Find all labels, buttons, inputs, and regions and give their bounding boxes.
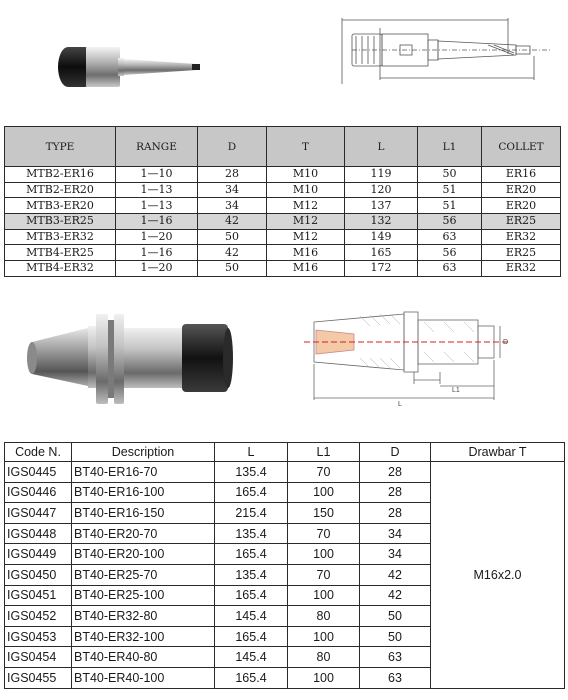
- cell-range: 1—13: [116, 182, 198, 198]
- cell-d: 42: [360, 585, 431, 606]
- cell-description: BT40-ER25-70: [72, 564, 215, 585]
- header-l: L: [215, 443, 288, 462]
- table-header-row: [5, 443, 565, 462]
- cell-l: 120: [345, 182, 418, 198]
- cell-code: IGS0453: [5, 626, 72, 647]
- cell-d: 28: [360, 462, 431, 483]
- cell-description: BT40-ER20-70: [72, 523, 215, 544]
- cell-l1: 100: [288, 482, 360, 503]
- cell-t: M10: [267, 167, 345, 183]
- header-description: Description: [72, 443, 215, 462]
- cell-range: 1—20: [116, 261, 198, 277]
- bt40-chuck-spec-table: [4, 442, 565, 689]
- header-t: T: [267, 127, 345, 167]
- cell-type: MTB3-ER25: [5, 214, 116, 230]
- cell-code: IGS0448: [5, 523, 72, 544]
- cell-d: 28: [360, 503, 431, 524]
- table-row: [5, 261, 561, 277]
- cell-l1: 100: [288, 667, 360, 688]
- dimension-label-l: L: [398, 401, 402, 408]
- header-d: D: [198, 127, 267, 167]
- cell-code: IGS0451: [5, 585, 72, 606]
- cell-d: 42: [360, 564, 431, 585]
- cell-l: 165.4: [215, 667, 288, 688]
- cell-l: 165.4: [215, 626, 288, 647]
- cell-l1: 51: [418, 182, 482, 198]
- cell-l: 119: [345, 167, 418, 183]
- cell-l1: 100: [288, 626, 360, 647]
- cell-l: 165: [345, 245, 418, 261]
- cell-l: 135.4: [215, 564, 288, 585]
- table-row: [5, 245, 561, 261]
- cell-range: 1—16: [116, 214, 198, 230]
- header-drawbar: Drawbar T: [431, 443, 565, 462]
- cell-t: M16: [267, 261, 345, 277]
- cell-l1: 100: [288, 585, 360, 606]
- cell-l1: 70: [288, 564, 360, 585]
- cell-l1: 56: [418, 214, 482, 230]
- header-l1: L1: [288, 443, 360, 462]
- cell-l: 132: [345, 214, 418, 230]
- bt-collet-chuck-photo: [24, 306, 234, 410]
- header-collet: COLLET: [482, 127, 561, 167]
- cell-l: 137: [345, 198, 418, 214]
- cell-range: 1—13: [116, 198, 198, 214]
- cell-l1: 80: [288, 606, 360, 627]
- cell-l: 145.4: [215, 606, 288, 627]
- cell-l: 165.4: [215, 544, 288, 565]
- cell-description: BT40-ER25-100: [72, 585, 215, 606]
- cell-type: MTB3-ER32: [5, 229, 116, 245]
- cell-d: 42: [198, 214, 267, 230]
- cell-collet: ER32: [482, 229, 561, 245]
- cell-description: BT40-ER16-150: [72, 503, 215, 524]
- cell-d: 63: [360, 647, 431, 668]
- cell-d: 50: [360, 626, 431, 647]
- cell-d: 50: [360, 606, 431, 627]
- table-row: [5, 198, 561, 214]
- cell-d: 50: [198, 261, 267, 277]
- cell-type: MTB2-ER20: [5, 182, 116, 198]
- cell-l1: 63: [418, 229, 482, 245]
- cell-t: M10: [267, 182, 345, 198]
- table-header-row: [5, 127, 561, 167]
- header-l: L: [345, 127, 418, 167]
- cell-code: IGS0445: [5, 462, 72, 483]
- cell-l: 165.4: [215, 482, 288, 503]
- mt-collet-chuck-photo: [56, 38, 206, 96]
- cell-l1: 56: [418, 245, 482, 261]
- cell-range: 1—10: [116, 167, 198, 183]
- cell-range: 1—16: [116, 245, 198, 261]
- dimension-label-d: D: [503, 339, 509, 346]
- cell-type: MTB3-ER20: [5, 198, 116, 214]
- cell-l1: 150: [288, 503, 360, 524]
- cell-t: M12: [267, 198, 345, 214]
- cell-d: 34: [198, 198, 267, 214]
- mt-chuck-spec-table: [4, 126, 561, 277]
- cell-t: M16: [267, 245, 345, 261]
- cell-l: 135.4: [215, 523, 288, 544]
- header-code: Code N.: [5, 443, 72, 462]
- cell-code: IGS0447: [5, 503, 72, 524]
- cell-l1: 63: [418, 261, 482, 277]
- cell-l: 145.4: [215, 647, 288, 668]
- mt-collet-chuck-drawing: [338, 14, 560, 106]
- cell-description: BT40-ER40-100: [72, 667, 215, 688]
- cell-l1: 50: [418, 167, 482, 183]
- cell-d: 34: [360, 544, 431, 565]
- dimension-label-l1: L1: [452, 387, 460, 394]
- cell-description: BT40-ER16-100: [72, 482, 215, 503]
- cell-description: BT40-ER40-80: [72, 647, 215, 668]
- cell-description: BT40-ER32-80: [72, 606, 215, 627]
- cell-description: BT40-ER20-100: [72, 544, 215, 565]
- cell-t: M12: [267, 229, 345, 245]
- cell-d: 34: [360, 523, 431, 544]
- bt-collet-chuck-drawing: [294, 300, 516, 410]
- cell-t: M12: [267, 214, 345, 230]
- header-l1: L1: [418, 127, 482, 167]
- cell-l: 149: [345, 229, 418, 245]
- table-row: [5, 182, 561, 198]
- cell-collet: ER20: [482, 182, 561, 198]
- cell-l: 135.4: [215, 462, 288, 483]
- cell-d: 42: [198, 245, 267, 261]
- cell-l: 215.4: [215, 503, 288, 524]
- cell-l1: 70: [288, 523, 360, 544]
- table-row: [5, 462, 565, 483]
- cell-collet: ER25: [482, 245, 561, 261]
- cell-type: MTB4-ER32: [5, 261, 116, 277]
- cell-drawbar: M16x2.0: [431, 462, 565, 689]
- cell-l1: 70: [288, 462, 360, 483]
- cell-l1: 51: [418, 198, 482, 214]
- cell-code: IGS0449: [5, 544, 72, 565]
- cell-code: IGS0455: [5, 667, 72, 688]
- cell-code: IGS0446: [5, 482, 72, 503]
- header-range: RANGE: [116, 127, 198, 167]
- cell-description: BT40-ER16-70: [72, 462, 215, 483]
- cell-collet: ER25: [482, 214, 561, 230]
- cell-range: 1—20: [116, 229, 198, 245]
- cell-d: 28: [360, 482, 431, 503]
- cell-l: 172: [345, 261, 418, 277]
- cell-type: MTB2-ER16: [5, 167, 116, 183]
- cell-d: 28: [198, 167, 267, 183]
- cell-d: 34: [198, 182, 267, 198]
- cell-l: 165.4: [215, 585, 288, 606]
- cell-l1: 80: [288, 647, 360, 668]
- cell-collet: ER16: [482, 167, 561, 183]
- cell-l1: 100: [288, 544, 360, 565]
- cell-code: IGS0454: [5, 647, 72, 668]
- cell-d: 50: [198, 229, 267, 245]
- header-type: TYPE: [5, 127, 116, 167]
- cell-description: BT40-ER32-100: [72, 626, 215, 647]
- cell-d: 63: [360, 667, 431, 688]
- cell-collet: ER20: [482, 198, 561, 214]
- cell-collet: ER32: [482, 261, 561, 277]
- cell-code: IGS0450: [5, 564, 72, 585]
- cell-type: MTB4-ER25: [5, 245, 116, 261]
- table-row: [5, 167, 561, 183]
- table-row: [5, 214, 561, 230]
- cell-code: IGS0452: [5, 606, 72, 627]
- table-row: [5, 229, 561, 245]
- header-d: D: [360, 443, 431, 462]
